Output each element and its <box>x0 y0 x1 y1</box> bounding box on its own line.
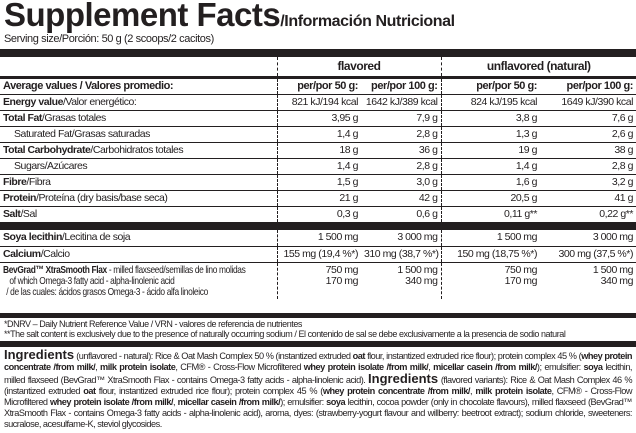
ingredients-segment: ); emulsifier: <box>280 397 327 407</box>
group-unflavored: unflavored (natural) <box>441 57 636 77</box>
value-cell: 1642 kJ/389 kcal <box>361 94 441 110</box>
ingredients-segment: soya <box>326 397 346 407</box>
value-cell: 41 g <box>540 190 636 206</box>
ingredients-segment: oat <box>83 386 96 396</box>
serving-size: Serving size/Porción: 50 g (2 scoops/2 cacitos) <box>4 33 214 45</box>
table-row: Sugars/Azúcares 1,4 g 2,8 g 1,4 g 2,8 g <box>0 158 636 174</box>
value-cell: 21 g <box>277 190 361 206</box>
value-cell: 19 g <box>441 142 540 158</box>
ingredients-segment: whey protein isolate /from milk/ <box>50 397 174 407</box>
ingredients-segment: micellar casein /from milk/ <box>177 397 281 407</box>
ingredients-segment: whey protein concentrate /from milk/ <box>4 351 632 372</box>
value-cell: 1 500 mg <box>277 230 361 246</box>
value-cell: 310 mg (38,7 %*) <box>361 246 441 262</box>
value-cell: 3 000 mg <box>540 230 636 246</box>
group-flavored: flavored <box>277 57 441 77</box>
table-row: Saturated Fat/Grasas saturadas 1,4 g 2,8 g 1,3 g 2,6 g <box>0 126 636 142</box>
value-cell: 3 000 mg <box>361 230 441 246</box>
value-cell: 0,3 g <box>336 207 358 220</box>
value-cell: 1,6 g <box>441 174 540 190</box>
table-row: Total Fat/Grasas totales 3,95 g 7,9 g 3,8 g 7,6 g <box>0 110 636 126</box>
value-cell: 38 g <box>540 142 636 158</box>
divider-bar <box>0 49 636 57</box>
ingredients-segment: flour, instantized extruded rice flour); protein complex 45 % ( <box>364 351 582 361</box>
value-cell: 42 g <box>361 190 441 206</box>
ingredients-segment: , <box>469 386 476 396</box>
table-row-flax: BevGrad™ XtraSmooth Flax - milled flaxseed/semillas de lino molidas of which Omega-3 fatty acid - alpha-linolenic acid / de las cuales: ácidos grasos Omega-3 - ácido alfa linoleico 750 mg 170 mg 1 500 mg 340 mg 750 mg 170 mg 1 500 mg 340 mg <box>0 262 636 299</box>
table-row: Energy value/Valor energético: 821 kJ/194 kcal 1642 kJ/389 kcal 824 kJ/195 kcal 1649 kJ/390 kcal <box>0 94 636 110</box>
value-cell: 7,6 g <box>540 110 636 126</box>
title-sub: /Información Nutricional <box>280 13 455 30</box>
ingredients-heading: Ingredients <box>368 371 439 386</box>
value-cell: 300 mg (37,5 %*) <box>540 246 636 262</box>
value-cell: 1,5 g <box>277 174 361 190</box>
ingredients-segment: milk protein isolate <box>475 386 552 396</box>
value-cell: 0,6 g <box>361 206 441 222</box>
nutrition-table <box>0 57 636 299</box>
value-cell: 1 500 mg <box>441 230 540 246</box>
ingredients-segment: milk protein isolate <box>100 362 176 372</box>
value-cell: 7,9 g <box>361 110 441 126</box>
value-cell: 20,5 g <box>441 190 540 206</box>
value-cell: 0,22 g** <box>599 207 633 220</box>
ingredients-segment: , CFM® - Cross-Flow Microfiltered <box>175 362 304 372</box>
table-row: Salt/Sal 0,3 g 0,6 g 0,11 g** 0,22 g** <box>0 206 636 222</box>
title-main: Supplement Facts <box>4 0 281 33</box>
ingredients-segment: micellar casein /from milk/ <box>433 362 537 372</box>
table-row: Protein/Proteína (dry basis/base seca) 21 g 42 g 20,5 g 41 g <box>0 190 636 206</box>
ingredients-segment: flour, instantized extruded rice flour); protein complex 45 % ( <box>95 386 323 396</box>
value-cell: 150 mg (18,75 %*) <box>441 246 540 262</box>
value-cell: 1649 kJ/390 kcal <box>540 94 636 110</box>
value-cell: 2,6 g <box>540 126 636 142</box>
ingredients-segment: (unflavored - natural): Rice & Oat Mash Complex 50 % (instantized extruded <box>74 351 353 361</box>
value-cell: 824 kJ/195 kcal <box>441 94 540 110</box>
ingredients-segment: whey protein concentrate /from milk/ <box>322 386 470 396</box>
value-cell: 0,11 g** <box>504 207 537 220</box>
value-cell: 1,4 g <box>277 126 361 142</box>
footnote-salt: **The salt content is exclusively due to the presence of naturally occurring sodium / El contenido de sal se debe exclusivamente a la presencia de sodio natural <box>4 329 566 339</box>
ingredients-segment: , <box>428 362 434 372</box>
value-cell: 3,2 g <box>540 174 636 190</box>
ingredients-text <box>4 349 632 430</box>
value-cell: 2,8 g <box>361 158 441 174</box>
ingredients-segment: lecithin, milled flaxseed (BevGrad™ XtraSmooth Flax - contains Omega-3 fatty acids - alpha-linolenic acid). <box>4 362 632 385</box>
divider-bar <box>0 222 636 230</box>
divider-bar <box>0 341 636 347</box>
ingredients-segment: , CFM® - Cross-Flow Microfiltered <box>4 386 632 407</box>
table-row: Total Carbohydrate/Carbohidratos totales 18 g 36 g 19 g 38 g <box>0 142 636 158</box>
table-header: Average values / Valores promedio: per/por 50 g: per/por 100 g: per/por 50 g: per/por 100 g: <box>0 77 636 94</box>
ingredients-segment: whey protein isolate /from milk/ <box>303 362 429 372</box>
value-cell: 2,8 g <box>361 126 441 142</box>
ingredients-segment: , <box>173 397 178 407</box>
title <box>4 0 455 34</box>
value-cell: 3,0 g <box>361 174 441 190</box>
divider-bar <box>0 313 636 318</box>
ingredients-segment: (flavored variants): Rice & Oat Mash Complex 46 % (instantized extruded <box>4 375 632 396</box>
ingredients-heading: Ingredients <box>4 347 75 362</box>
value-cell: 155 mg (19,4 %*) <box>277 246 361 262</box>
value-cell: 2,8 g <box>540 158 636 174</box>
ingredients-segment: oat <box>352 351 365 361</box>
value-cell: 821 kJ/194 kcal <box>277 94 361 110</box>
table-row: Calcium/Calcio 155 mg (19,4 %*) 310 mg (38,7 %*) 150 mg (18,75 %*) 300 mg (37,5 %*) <box>0 246 636 262</box>
value-cell: 36 g <box>361 142 441 158</box>
ingredients-segment: lecithin, cocoa powder (only in chocolate flavours), milled flaxseed (BevGrad™ XtraSmooth Flax - contains Omega-3 fatty acids - alpha-linolenic acid), aroma, dyes: (strawberry-yogurt flavour and willberry: beetroot extract); sodium chloride, sweeteners: sucralose, acesulfame-K, steviol glycosides. <box>4 397 632 429</box>
value-cell: 3,8 g <box>441 110 540 126</box>
value-cell: 1,4 g <box>441 158 540 174</box>
value-cell: 18 g <box>277 142 361 158</box>
table-row: Soya lecithin/Lecitina de soja 1 500 mg 3 000 mg 1 500 mg 3 000 mg <box>0 230 636 246</box>
table-row: Fibre/Fibra 1,5 g 3,0 g 1,6 g 3,2 g <box>0 174 636 190</box>
value-cell: 3,95 g <box>277 110 361 126</box>
ingredients-segment: soya <box>583 362 603 372</box>
footnotes <box>4 319 565 339</box>
footnote-dnrv: *DNRV – Daily Nutrient Reference Value / VRN - valores de referencia de nutrientes <box>4 319 302 329</box>
value-cell: 1,4 g <box>277 158 361 174</box>
value-cell: 1,3 g <box>441 126 540 142</box>
ingredients-segment: , <box>95 362 101 372</box>
ingredients-segment: ); emulsifier: <box>536 362 584 372</box>
